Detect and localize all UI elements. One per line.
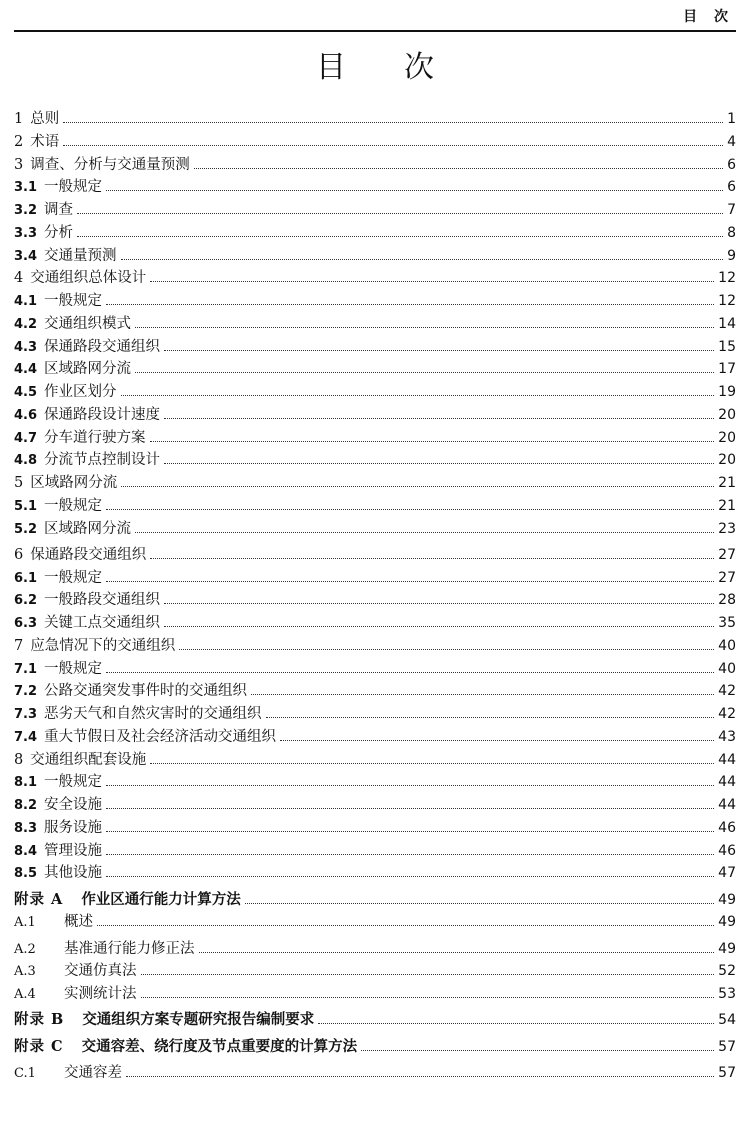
toc-entry-page: 12 [718, 293, 736, 309]
toc-entry-title: 作业区通行能力计算方法 [81, 890, 241, 908]
dot-leader [164, 590, 714, 604]
toc-entry-number: 4.4 [14, 362, 38, 378]
toc-entry-page: 28 [718, 592, 736, 609]
toc-entry-page: 21 [718, 497, 736, 514]
toc-entry[interactable] [14, 862, 736, 885]
toc-entry-number: 4.3 [14, 339, 38, 355]
toc-entry-title: 实测统计法 [64, 986, 137, 1002]
dot-leader [164, 450, 714, 464]
toc-entry-number: 3.1 [14, 180, 38, 196]
dot-leader [164, 405, 714, 419]
toc-entry-title: 应急情况下的交通组织 [30, 637, 176, 654]
toc-entry-title: 其他设施 [44, 865, 103, 882]
toc-entry-page: 20 [718, 429, 736, 446]
dot-leader [199, 938, 715, 952]
toc-entry-number: 3.3 [14, 225, 38, 241]
toc-entry-title: 分析 [44, 224, 74, 241]
toc-entry-number: 附录 C [14, 1037, 64, 1055]
toc-entry-page: 12 [718, 270, 736, 287]
toc-entry[interactable] [14, 313, 736, 336]
dot-leader [106, 840, 714, 854]
toc-entry-page: 20 [718, 452, 736, 469]
dot-leader [106, 496, 714, 510]
dot-leader [106, 772, 714, 786]
toc-entry-title: 基准通行能力修正法 [64, 940, 195, 957]
toc-entry-number: 8.1 [14, 775, 38, 791]
toc-entry[interactable] [14, 267, 736, 290]
toc-entry-page: 54 [718, 1012, 736, 1029]
dot-leader [141, 984, 715, 998]
toc-entry-page: 52 [718, 963, 736, 980]
toc-entry[interactable] [14, 222, 736, 245]
table-of-contents [14, 108, 736, 1085]
toc-entry-number: 5 [14, 475, 24, 491]
toc-entry-title: 交通组织总体设计 [30, 270, 147, 287]
toc-entry[interactable] [14, 427, 736, 450]
toc-entry-page: 17 [718, 361, 736, 378]
toc-entry-title: 安全设施 [44, 797, 103, 813]
toc-entry-number: 6.1 [14, 570, 38, 586]
dot-leader [150, 749, 714, 763]
toc-entry-title: 服务设施 [44, 819, 103, 836]
toc-entry[interactable] [14, 199, 736, 222]
toc-entry[interactable] [14, 938, 736, 961]
toc-entry-title: 一般规定 [44, 660, 103, 677]
toc-entry-title: 概述 [64, 914, 93, 931]
dot-leader [361, 1036, 714, 1050]
toc-entry-number: A.4 [14, 987, 36, 1002]
dot-leader [245, 889, 714, 903]
toc-entry-title: 关键工点交通组织 [44, 615, 161, 631]
toc-entry[interactable] [14, 960, 736, 983]
toc-entry-number: 3 [14, 156, 24, 173]
toc-entry-page: 46 [718, 842, 736, 859]
toc-entry[interactable] [14, 635, 736, 658]
toc-entry[interactable] [14, 840, 736, 863]
dot-leader [106, 177, 723, 191]
toc-entry-page: 15 [718, 338, 736, 355]
running-header [14, 4, 736, 32]
dot-leader [63, 109, 723, 123]
toc-entry[interactable] [14, 381, 736, 404]
dot-leader [141, 961, 715, 975]
toc-entry[interactable] [14, 658, 736, 681]
toc-entry-title: 区域路网分流 [44, 520, 132, 537]
toc-entry[interactable] [14, 680, 736, 703]
toc-entry-number: 6 [14, 546, 24, 563]
toc-entry-page: 42 [718, 683, 736, 700]
toc-entry[interactable] [14, 749, 736, 772]
toc-entry-page: 44 [718, 751, 736, 768]
dot-leader [150, 427, 715, 441]
toc-entry-title: 一般规定 [44, 497, 103, 514]
toc-entry-page: 14 [718, 315, 736, 332]
toc-entry[interactable] [14, 771, 736, 794]
toc-entry[interactable] [14, 518, 736, 541]
toc-entry-number: 5.2 [14, 521, 38, 537]
toc-entry[interactable] [14, 358, 736, 381]
toc-entry-title: 调查、分析与交通量预测 [30, 156, 190, 173]
toc-entry[interactable] [14, 154, 736, 177]
dot-leader [150, 545, 714, 559]
toc-entry-title: 公路交通突发事件时的交通组织 [44, 683, 248, 700]
toc-entry-page: 8 [727, 224, 736, 241]
toc-entry[interactable] [14, 889, 736, 912]
toc-entry[interactable] [14, 1062, 736, 1085]
toc-entry-number: 8.5 [14, 866, 38, 882]
dot-leader [121, 473, 714, 487]
toc-entry[interactable] [14, 404, 736, 427]
dot-leader [318, 1010, 714, 1024]
toc-entry[interactable] [14, 726, 736, 749]
dot-leader [121, 245, 724, 259]
toc-entry-page: 1 [727, 111, 736, 127]
toc-entry-title: 交通组织方案专题研究报告编制要求 [82, 1011, 315, 1029]
toc-entry[interactable] [14, 176, 736, 199]
toc-entry[interactable] [14, 108, 736, 131]
toc-entry-number: A.3 [14, 964, 36, 980]
dot-leader [251, 681, 714, 695]
toc-entry[interactable] [14, 495, 736, 518]
toc-entry[interactable] [14, 983, 736, 1006]
toc-entry-number: 7.2 [14, 684, 38, 700]
dot-leader [266, 704, 715, 718]
toc-entry-number: 4.5 [14, 385, 38, 400]
toc-entry-page: 6 [727, 156, 736, 173]
toc-entry-title: 一般规定 [44, 179, 103, 196]
toc-entry-number: 附录 B [14, 1011, 65, 1029]
toc-entry-number: 4.6 [14, 407, 38, 423]
toc-entry[interactable] [14, 703, 736, 726]
toc-entry[interactable] [14, 1009, 736, 1032]
toc-entry-number: A.2 [14, 941, 36, 957]
dot-leader [106, 658, 714, 672]
toc-entry-page: 27 [718, 546, 736, 563]
toc-entry-number: A.1 [14, 915, 36, 931]
toc-entry-title: 分车道行驶方案 [44, 429, 146, 446]
toc-entry-number: 7.3 [14, 707, 38, 722]
toc-entry-number: 8.2 [14, 798, 38, 813]
toc-entry-page: 46 [718, 819, 736, 836]
dot-leader [106, 863, 714, 877]
toc-entry-number: C.1 [14, 1065, 36, 1081]
toc-entry-title: 管理设施 [44, 842, 103, 859]
dot-leader [194, 154, 723, 168]
toc-entry-title: 作业区划分 [44, 384, 117, 400]
page-title: 目次 [316, 50, 492, 85]
toc-entry-number: 4.7 [14, 430, 38, 446]
toc-entry[interactable] [14, 817, 736, 840]
toc-entry-title: 一般规定 [44, 774, 103, 791]
toc-entry[interactable] [14, 567, 736, 590]
toc-entry-title: 术语 [30, 133, 60, 150]
toc-entry-page: 23 [718, 520, 736, 537]
toc-entry-title: 一般规定 [44, 293, 103, 309]
toc-entry-page: 53 [718, 986, 736, 1002]
toc-entry-number: 7.1 [14, 661, 38, 677]
toc-entry-title: 保通路段设计速度 [44, 406, 161, 423]
toc-entry-title: 一般路段交通组织 [44, 592, 161, 609]
toc-entry[interactable] [14, 1036, 736, 1059]
toc-entry-title: 区域路网分流 [44, 361, 132, 378]
toc-entry-page: 49 [718, 891, 736, 908]
toc-entry-number: 4.2 [14, 316, 38, 332]
toc-entry-page: 4 [727, 133, 736, 150]
toc-entry-number: 2 [14, 133, 24, 150]
dot-leader [106, 818, 714, 832]
dot-leader [63, 132, 723, 146]
toc-entry-page: 21 [718, 475, 736, 491]
dot-leader [126, 1063, 714, 1077]
toc-entry-title: 保通路段交通组织 [30, 546, 147, 563]
toc-entry[interactable] [14, 612, 736, 635]
toc-entry-title: 重大节假日及社会经济活动交通组织 [44, 728, 277, 745]
toc-entry-title: 交通容差、绕行度及节点重要度的计算方法 [81, 1037, 358, 1055]
toc-entry-number: 8.3 [14, 820, 38, 836]
toc-entry-number: 7 [14, 637, 24, 654]
dot-leader [77, 200, 723, 214]
toc-entry-number: 3.4 [14, 248, 38, 264]
toc-entry-title: 交通组织模式 [44, 315, 132, 332]
toc-entry[interactable] [14, 544, 736, 567]
toc-entry-page: 57 [718, 1064, 736, 1081]
toc-entry-title: 区域路网分流 [30, 475, 118, 491]
toc-entry[interactable] [14, 131, 736, 154]
toc-entry-title: 调查 [44, 202, 74, 218]
toc-entry-title: 分流节点控制设计 [44, 452, 161, 469]
toc-entry[interactable] [14, 449, 736, 472]
dot-leader [106, 291, 714, 305]
toc-entry-page: 20 [718, 406, 736, 423]
toc-entry-number: 附录 A [14, 890, 64, 908]
toc-entry-page: 44 [718, 797, 736, 813]
toc-entry-page: 42 [718, 706, 736, 722]
toc-entry-number: 4.8 [14, 453, 38, 469]
dot-leader [106, 795, 714, 809]
dot-leader [106, 567, 714, 581]
toc-entry-number: 7.4 [14, 729, 38, 745]
running-header-label: 目 次 [683, 9, 734, 25]
dot-leader [77, 223, 723, 237]
dot-leader [135, 518, 714, 532]
toc-entry-page: 49 [718, 940, 736, 957]
toc-entry-number: 5.1 [14, 498, 38, 514]
toc-entry-title: 恶劣天气和自然灾害时的交通组织 [44, 706, 262, 722]
dot-leader [135, 359, 714, 373]
toc-entry-page: 57 [718, 1038, 736, 1055]
toc-entry[interactable] [14, 290, 736, 313]
toc-entry-title: 保通路段交通组织 [44, 338, 161, 355]
toc-entry-title: 总则 [30, 111, 60, 127]
toc-entry-page: 43 [718, 728, 736, 745]
toc-entry[interactable] [14, 245, 736, 268]
toc-entry[interactable] [14, 589, 736, 612]
toc-entry-number: 6.2 [14, 593, 38, 609]
toc-entry-page: 44 [718, 774, 736, 791]
toc-entry-title: 交通仿真法 [64, 963, 137, 980]
toc-entry-number: 4 [14, 270, 24, 287]
toc-entry-page: 27 [718, 569, 736, 586]
toc-entry-number: 8.4 [14, 843, 38, 859]
toc-entry[interactable] [14, 336, 736, 359]
toc-entry-page: 40 [718, 660, 736, 677]
dot-leader [121, 382, 715, 396]
toc-entry-number: 3.2 [14, 203, 38, 218]
dot-leader [280, 727, 714, 741]
toc-entry-number: 1 [14, 111, 24, 127]
toc-entry-title: 交通量预测 [44, 247, 117, 264]
dot-leader [135, 314, 714, 328]
toc-entry[interactable] [14, 911, 736, 934]
dot-leader [164, 336, 714, 350]
toc-entry-title: 一般规定 [44, 569, 103, 586]
toc-entry-page: 35 [718, 615, 736, 631]
toc-entry-page: 19 [718, 384, 736, 400]
dot-leader [179, 636, 714, 650]
toc-entry-page: 6 [727, 179, 736, 196]
toc-entry[interactable] [14, 472, 736, 495]
dot-leader [150, 268, 714, 282]
toc-entry-page: 9 [727, 247, 736, 264]
toc-entry-page: 7 [727, 202, 736, 218]
toc-entry-title: 交通组织配套设施 [30, 751, 147, 768]
toc-entry-title: 交通容差 [64, 1064, 122, 1081]
toc-entry-number: 4.1 [14, 294, 38, 309]
toc-entry-number: 8 [14, 751, 24, 768]
dot-leader [164, 613, 714, 627]
toc-entry-page: 49 [718, 914, 736, 931]
dot-leader [97, 912, 714, 926]
toc-entry[interactable] [14, 794, 736, 817]
toc-entry-page: 47 [718, 865, 736, 882]
toc-entry-number: 6.3 [14, 616, 38, 631]
toc-entry-page: 40 [718, 637, 736, 654]
